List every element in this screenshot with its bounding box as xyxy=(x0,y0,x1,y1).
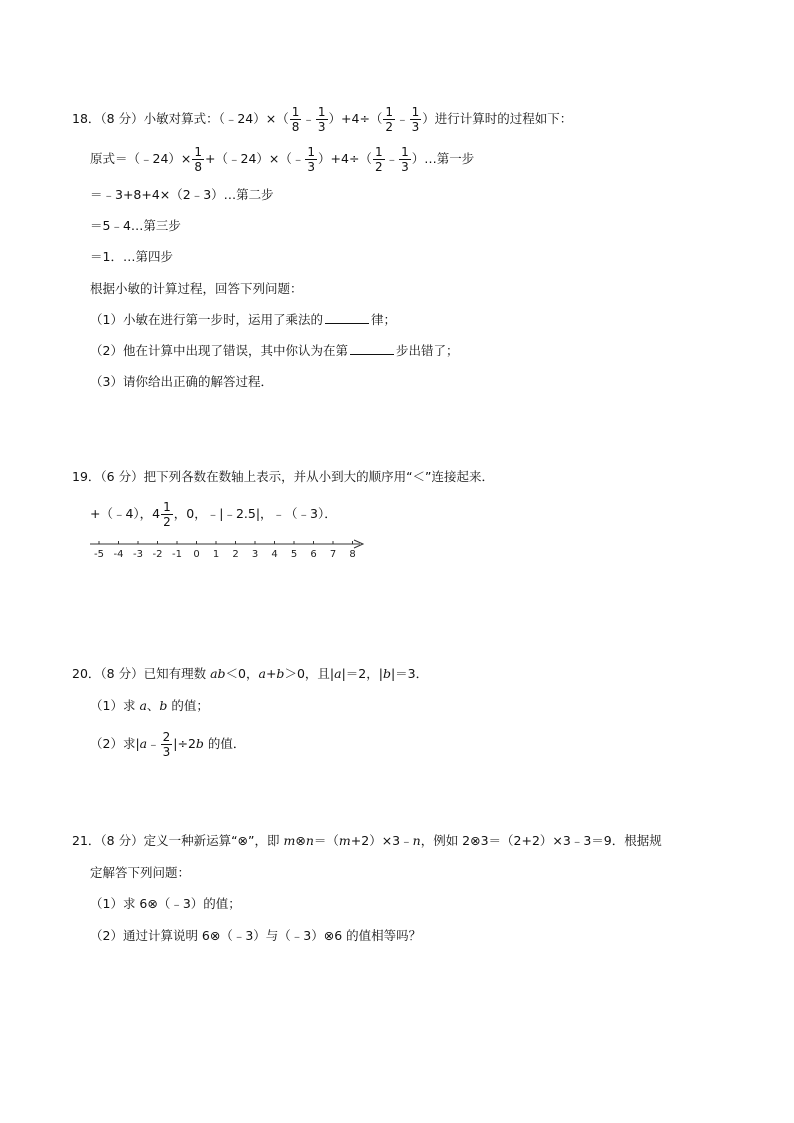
numerator: 1 xyxy=(401,145,409,159)
part1-text-b: 、 xyxy=(146,698,160,713)
fraction xyxy=(305,146,317,173)
denominator: 3 xyxy=(162,745,171,759)
answer-blank[interactable] xyxy=(325,311,369,324)
q21-text-c: ＝（ xyxy=(313,833,339,848)
minus-sign: ﹣ xyxy=(302,111,315,126)
fraction xyxy=(410,106,422,133)
denominator: 3 xyxy=(411,120,420,134)
numerator: 1 xyxy=(385,105,394,119)
numerator: 2 xyxy=(162,730,171,744)
q18-mid-text: ）+4÷（ xyxy=(328,111,383,126)
q21-text-a: 21．（8 分）定义一种新运算“⊗”，即 xyxy=(72,833,284,848)
axis-tick-label: 2 xyxy=(232,549,239,560)
q20-text-d: ＞0，且| xyxy=(284,666,335,681)
q19-numbers xyxy=(90,501,337,528)
numerator: 1 xyxy=(194,145,203,159)
q18-heading xyxy=(72,106,572,133)
q20-text-e: |＝2，| xyxy=(341,666,383,681)
step1-text-b: +（﹣24）×（﹣ xyxy=(205,151,305,166)
axis-tick-label: 5 xyxy=(290,549,298,560)
axis-tick-label: -1 xyxy=(172,549,182,560)
part2-text-b: 步出错了； xyxy=(395,343,459,358)
denominator: 2 xyxy=(385,120,394,134)
var-m: m xyxy=(283,833,296,848)
q18-step1 xyxy=(90,146,474,173)
q18-intro: 根据小敏的计算过程，回答下列问题： xyxy=(90,281,303,296)
var-b: b xyxy=(159,698,168,713)
axis-tick-label: -4 xyxy=(113,549,124,560)
numbers-text-b: ，0，﹣|﹣2.5|，﹣（﹣3）． xyxy=(173,506,337,521)
denominator: 3 xyxy=(307,160,316,174)
denominator: 2 xyxy=(163,515,171,529)
minus-sign: ﹣ xyxy=(396,111,409,126)
axis-tick-label: 0 xyxy=(193,549,200,560)
var-a: a xyxy=(258,666,266,681)
mixed-fraction xyxy=(161,501,173,528)
fraction xyxy=(399,146,411,173)
q18-step3: ＝5﹣4…第三步 xyxy=(90,218,181,233)
fraction xyxy=(161,731,173,758)
q20-text-b: ＜0， xyxy=(225,666,259,681)
step1-text-d: ）…第一步 xyxy=(411,151,475,166)
q20-text-f: |＝3． xyxy=(390,666,429,681)
q19-heading: 19．（6 分）把下列各数在数轴上表示，并从小到大的顺序用“＜”连接起来． xyxy=(72,469,495,484)
part1-text-a: （1）求 xyxy=(90,698,140,713)
axis-tick-label: 4 xyxy=(271,549,278,560)
fraction xyxy=(290,106,302,133)
axis-tick-label: -2 xyxy=(152,549,163,560)
q18-step4: ＝1．…第四步 xyxy=(90,249,173,264)
var-a: a xyxy=(139,698,147,713)
denominator: 8 xyxy=(194,160,203,174)
otimes-symbol: ⊗ xyxy=(295,833,306,848)
q20-part1 xyxy=(90,697,209,715)
step1-text-a: 原式＝（﹣24）× xyxy=(90,151,192,166)
axis-tick-label: 1 xyxy=(212,549,220,560)
axis-tick-label: 3 xyxy=(251,549,259,560)
part1-text-b: 律； xyxy=(370,312,396,327)
minus-sign: ﹣ xyxy=(385,151,399,166)
part2-text-d: 的值． xyxy=(203,736,246,751)
numerator: 1 xyxy=(374,145,383,159)
numerator: 1 xyxy=(317,105,326,119)
var-a: a xyxy=(334,666,342,681)
q20-heading xyxy=(72,665,428,683)
var-b: b xyxy=(382,666,391,681)
part1-text-a: （1）小敏在进行第一步时，运用了乘法的 xyxy=(90,312,323,327)
var-n: n xyxy=(412,833,421,848)
numbers-text-a: +（﹣4），4 xyxy=(90,506,161,521)
numerator: 1 xyxy=(411,105,420,119)
number-line xyxy=(88,535,370,563)
q18-part2 xyxy=(90,342,458,360)
var-n: n xyxy=(305,833,314,848)
var-ab: ab xyxy=(210,666,226,681)
part2-text-c: |÷2 xyxy=(173,736,196,751)
q18-part1 xyxy=(90,311,396,329)
q20-text-a: 20．（8 分）已知有理数 xyxy=(72,666,211,681)
denominator: 8 xyxy=(291,120,300,134)
denominator: 3 xyxy=(317,120,326,134)
numerator: 1 xyxy=(291,105,300,119)
q18-part3: （3）请你给出正确的解答过程． xyxy=(90,374,273,389)
var-b: b xyxy=(195,736,204,751)
minus-sign: ﹣ xyxy=(147,736,160,751)
axis-tick-label: -5 xyxy=(94,549,104,560)
q21-heading xyxy=(72,832,662,850)
var-a: a xyxy=(139,736,148,751)
axis-tick-label: 7 xyxy=(329,549,337,560)
answer-blank[interactable] xyxy=(350,342,394,355)
numerator: 1 xyxy=(163,500,171,514)
q20-text-c: + xyxy=(265,666,277,681)
q18-step2: ＝﹣3+8+4×（2﹣3）…第二步 xyxy=(90,187,274,202)
fraction xyxy=(192,146,204,173)
axis-tick-label: 6 xyxy=(310,549,317,560)
q18-tail-text: ）进行计算时的过程如下： xyxy=(422,111,573,126)
fraction xyxy=(373,146,385,173)
part2-text-a: （2）他在计算中出现了错误，其中你认为在第 xyxy=(90,343,348,358)
q18-head-text: 18．（8 分）小敏对算式：（﹣24）×（ xyxy=(72,111,289,126)
part2-text-a: （2）求| xyxy=(90,736,140,751)
q20-part2 xyxy=(90,731,245,758)
axis-tick-label: -3 xyxy=(133,549,143,560)
fraction xyxy=(383,106,395,133)
q21-part2: （2）通过计算说明 6⊗（﹣3）与（﹣3）⊗6 的值相等吗？ xyxy=(90,928,422,943)
axis-tick-label: 8 xyxy=(349,549,356,560)
step1-text-c: ）+4÷（ xyxy=(318,151,372,166)
fraction xyxy=(316,106,328,133)
denominator: 2 xyxy=(374,160,383,174)
q21-text-d: +2）×3﹣ xyxy=(350,833,413,848)
var-m: m xyxy=(338,833,351,848)
var-b: b xyxy=(276,666,285,681)
denominator: 3 xyxy=(401,160,409,174)
q21-heading-cont: 定解答下列问题： xyxy=(90,865,191,880)
q21-text-e: ，例如 2⊗3＝（2+2）×3﹣3＝9．根据规 xyxy=(420,833,662,848)
q21-part1: （1）求 6⊗（﹣3）的值； xyxy=(90,896,241,911)
numerator: 1 xyxy=(307,145,316,159)
part1-text-c: 的值； xyxy=(167,698,209,713)
